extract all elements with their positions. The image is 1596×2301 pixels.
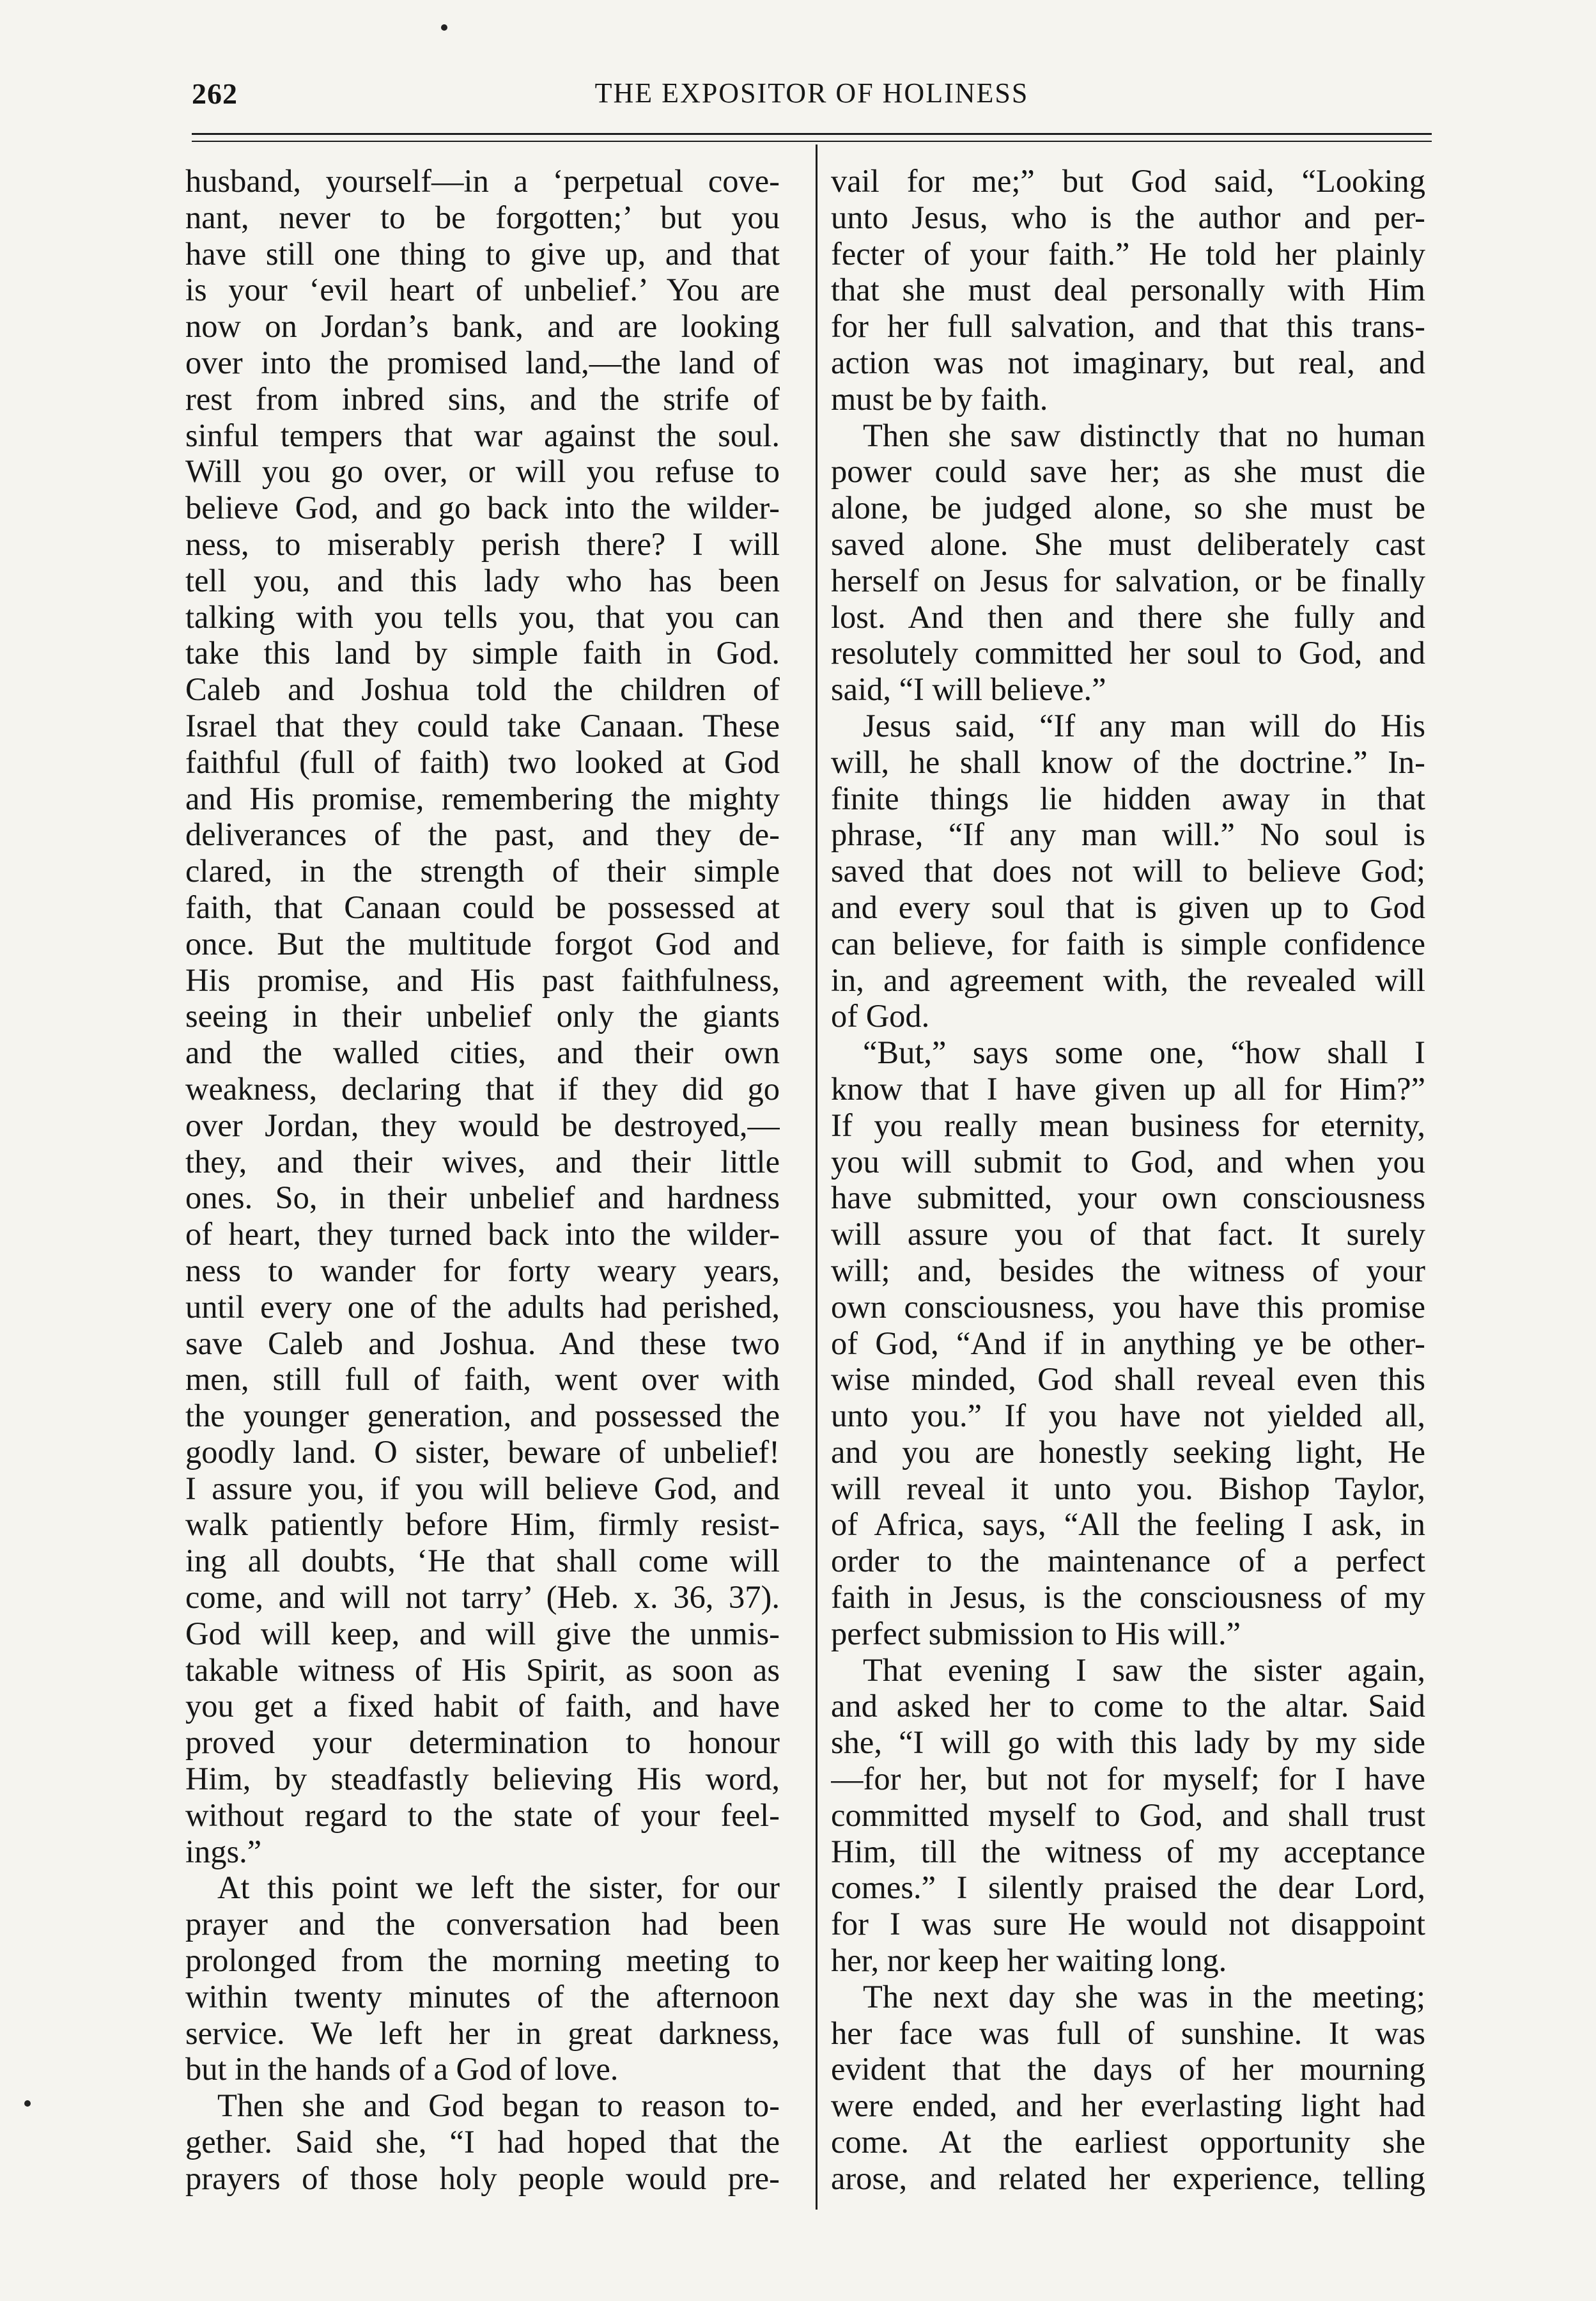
text-line: Then she saw distinctly that no human — [863, 417, 1425, 453]
text-line: committed myself to God, and shall trust — [831, 1797, 1425, 1833]
text-line: you will submit to God, and when you — [831, 1143, 1425, 1180]
text-line: believe God, and go back into the wilder- — [185, 490, 780, 526]
text-line: fecter of your faith.” He told her plainly — [831, 235, 1425, 272]
text-line: for her full salvation, and that this trans- — [831, 308, 1425, 345]
text-line: is your ‘evil heart of unbelief.’ You are — [185, 272, 780, 308]
text-line: —for her, but not for myself; for I have — [831, 1761, 1425, 1797]
text-line: perfect submission to His will.” — [831, 1615, 1241, 1651]
text-line: will reveal it unto you. Bishop Taylor, — [831, 1470, 1425, 1506]
text-line: clared, in the strength of their simple — [185, 853, 780, 889]
text-line: of God, “And if in anything ye be other- — [831, 1325, 1425, 1361]
text-line: must be by faith. — [831, 380, 1048, 417]
text-line: power could save her; as she must die — [831, 453, 1425, 490]
text-line: until every one of the adults had perished, — [185, 1288, 780, 1325]
left-column — [185, 163, 780, 2197]
text-line: of God. — [831, 998, 930, 1034]
text-line: faith in Jesus, is the consciousness of my — [831, 1579, 1425, 1616]
text-line: nant, never to be forgotten;’ but you — [185, 199, 780, 235]
text-line: arose, and related her experience, telling — [831, 2160, 1425, 2196]
text-line: finite things lie hidden away in that — [831, 780, 1425, 816]
text-line: and you are honestly seeking light, He — [831, 1433, 1425, 1470]
text-line: were ended, and her everlasting light had — [831, 2087, 1425, 2124]
text-line: talking with you tells you, that you can — [185, 598, 780, 635]
text-line: Him, till the witness of my acceptance — [831, 1833, 1425, 1869]
text-line: unto Jesus, who is the author and per- — [831, 199, 1425, 235]
text-line: and the walled cities, and their own — [185, 1034, 780, 1071]
text-line: walk patiently before Him, firmly resist- — [185, 1506, 780, 1543]
text-line: can believe, for faith is simple confidence — [831, 925, 1425, 962]
text-line: alone, be judged alone, so she must be — [831, 490, 1425, 526]
text-line: come, and will not tarry’ (Heb. x. 36, 37). — [185, 1579, 780, 1616]
text-line: prayers of those holy people would pre- — [185, 2160, 780, 2196]
text-line: vail for me;” but God said, “Looking — [831, 163, 1425, 199]
text-line: Caleb and Joshua told the children of — [185, 671, 780, 708]
text-line: phrase, “If any man will.” No soul is — [831, 816, 1425, 853]
text-line: saved that does not will to believe God; — [831, 853, 1425, 889]
text-line: gether. Said she, “I had hoped that the — [185, 2124, 780, 2160]
text-line: and every soul that is given up to God — [831, 889, 1425, 925]
text-line: over into the promised land,—the land of — [185, 344, 780, 380]
text-line: faithful (full of faith) two looked at God — [185, 744, 780, 780]
text-line: without regard to the state of your feel- — [185, 1797, 780, 1833]
text-line: order to the maintenance of a perfect — [831, 1543, 1425, 1579]
text-line: and asked her to come to the altar. Said — [831, 1688, 1425, 1724]
text-line: ness, to miserably perish there? I will — [185, 526, 780, 562]
text-line: will; and, besides the witness of your — [831, 1252, 1425, 1288]
running-title: THE EXPOSITOR OF HOLINESS — [594, 77, 1029, 109]
text-line: action was not imaginary, but real, and — [831, 344, 1425, 380]
text-line: faith, that Canaan could be possessed at — [185, 889, 780, 925]
page-number: 262 — [192, 77, 238, 110]
text-line: ings.” — [185, 1833, 262, 1869]
text-line: “But,” says some one, “how shall I — [863, 1034, 1425, 1071]
text-line: take this land by simple faith in God. — [185, 635, 780, 671]
header-rule-thick — [192, 133, 1432, 135]
text-line: comes.” I silently praised the dear Lord, — [831, 1869, 1425, 1906]
text-line: weakness, declaring that if they did go — [185, 1070, 780, 1107]
text-line: evident that the days of her mourning — [831, 2051, 1425, 2087]
text-line: will assure you of that fact. It surely — [831, 1216, 1425, 1252]
text-line: said, “I will believe.” — [831, 671, 1106, 708]
text-line: Then she and God began to reason to- — [217, 2087, 780, 2124]
text-line: His promise, and His past faithfulness, — [185, 962, 780, 998]
column-divider — [816, 144, 817, 2210]
text-line: resolutely committed her soul to God, and — [831, 635, 1425, 671]
text-line: Will you go over, or will you refuse to — [185, 453, 780, 490]
text-line: Israel that they could take Canaan. These — [185, 707, 780, 744]
text-line: and His promise, remembering the mighty — [185, 780, 780, 816]
text-line: that she must deal personally with Him — [831, 272, 1425, 308]
text-line: save Caleb and Joshua. And these two — [185, 1325, 780, 1361]
text-line: she, “I will go with this lady by my side — [831, 1724, 1425, 1761]
text-line: come. At the earliest opportunity she — [831, 2124, 1425, 2160]
text-line: At this point we left the sister, for our — [217, 1869, 780, 1906]
text-line: ing all doubts, ‘He that shall come will — [185, 1543, 780, 1579]
text-line: have submitted, your own consciousness — [831, 1180, 1425, 1216]
text-line: own consciousness, you have this promise — [831, 1288, 1425, 1325]
text-line: seeing in their unbelief only the giants — [185, 998, 780, 1034]
text-line: over Jordan, they would be destroyed,— — [185, 1107, 780, 1143]
text-line: for I was sure He would not disappoint — [831, 1906, 1425, 1942]
text-line: takable witness of His Spirit, as soon as — [185, 1651, 780, 1688]
right-column — [831, 163, 1425, 2197]
text-line: Him, by steadfastly believing His word, — [185, 1761, 780, 1797]
text-line: prolonged from the morning meeting to — [185, 1942, 780, 1979]
text-line: deliverances of the past, and they de- — [185, 816, 780, 853]
text-line: within twenty minutes of the afternoon — [185, 1978, 780, 2015]
page-header — [192, 77, 1432, 121]
stray-ink-dot — [24, 2100, 31, 2107]
text-line: prayer and the conversation had been — [185, 1906, 780, 1942]
text-line: Jesus said, “If any man will do His — [863, 707, 1425, 744]
text-line: saved alone. She must deliberately cast — [831, 526, 1425, 562]
text-line: men, still full of faith, went over with — [185, 1361, 780, 1398]
text-line: once. But the multitude forgot God and — [185, 925, 780, 962]
text-line: sinful tempers that war against the soul. — [185, 417, 780, 453]
text-line: wise minded, God shall reveal even this — [831, 1361, 1425, 1398]
text-line: ones. So, in their unbelief and hardness — [185, 1180, 780, 1216]
text-line: herself on Jesus for salvation, or be finally — [831, 562, 1425, 598]
text-line: goodly land. O sister, beware of unbelief! — [185, 1433, 780, 1470]
text-line: I assure you, if you will believe God, and — [185, 1470, 780, 1506]
text-line: but in the hands of a God of love. — [185, 2051, 619, 2087]
text-line: God will keep, and will give the unmis- — [185, 1615, 780, 1651]
text-line: you get a fixed habit of faith, and have — [185, 1688, 780, 1724]
text-line: of heart, they turned back into the wilder- — [185, 1216, 780, 1252]
text-line: husband, yourself—in a ‘perpetual cove- — [185, 163, 780, 199]
text-line: they, and their wives, and their little — [185, 1143, 780, 1180]
text-line: tell you, and this lady who has been — [185, 562, 780, 598]
text-line: will, he shall know of the doctrine.” In- — [831, 744, 1425, 780]
stray-ink-dot — [441, 24, 447, 31]
header-rule-thin — [192, 141, 1432, 142]
text-line: ness to wander for forty weary years, — [185, 1252, 780, 1288]
text-line: That evening I saw the sister again, — [863, 1651, 1425, 1688]
text-line: have still one thing to give up, and that — [185, 235, 780, 272]
text-line: her face was full of sunshine. It was — [831, 2015, 1425, 2051]
text-line: know that I have given up all for Him?” — [831, 1070, 1425, 1107]
text-line: proved your determination to honour — [185, 1724, 780, 1761]
text-line: If you really mean business for eternity, — [831, 1107, 1425, 1143]
text-line: of Africa, says, “All the feeling I ask, in — [831, 1506, 1425, 1543]
text-line: now on Jordan’s bank, and are looking — [185, 308, 780, 345]
text-line: The next day she was in the meeting; — [863, 1978, 1425, 2015]
text-line: in, and agreement with, the revealed will — [831, 962, 1425, 998]
text-line: her, nor keep her waiting long. — [831, 1942, 1227, 1979]
text-line: service. We left her in great darkness, — [185, 2015, 780, 2051]
text-line: unto you.” If you have not yielded all, — [831, 1398, 1425, 1434]
text-line: rest from inbred sins, and the strife of — [185, 380, 780, 417]
text-line: lost. And then and there she fully and — [831, 598, 1425, 635]
text-line: the younger generation, and possessed the — [185, 1398, 780, 1434]
